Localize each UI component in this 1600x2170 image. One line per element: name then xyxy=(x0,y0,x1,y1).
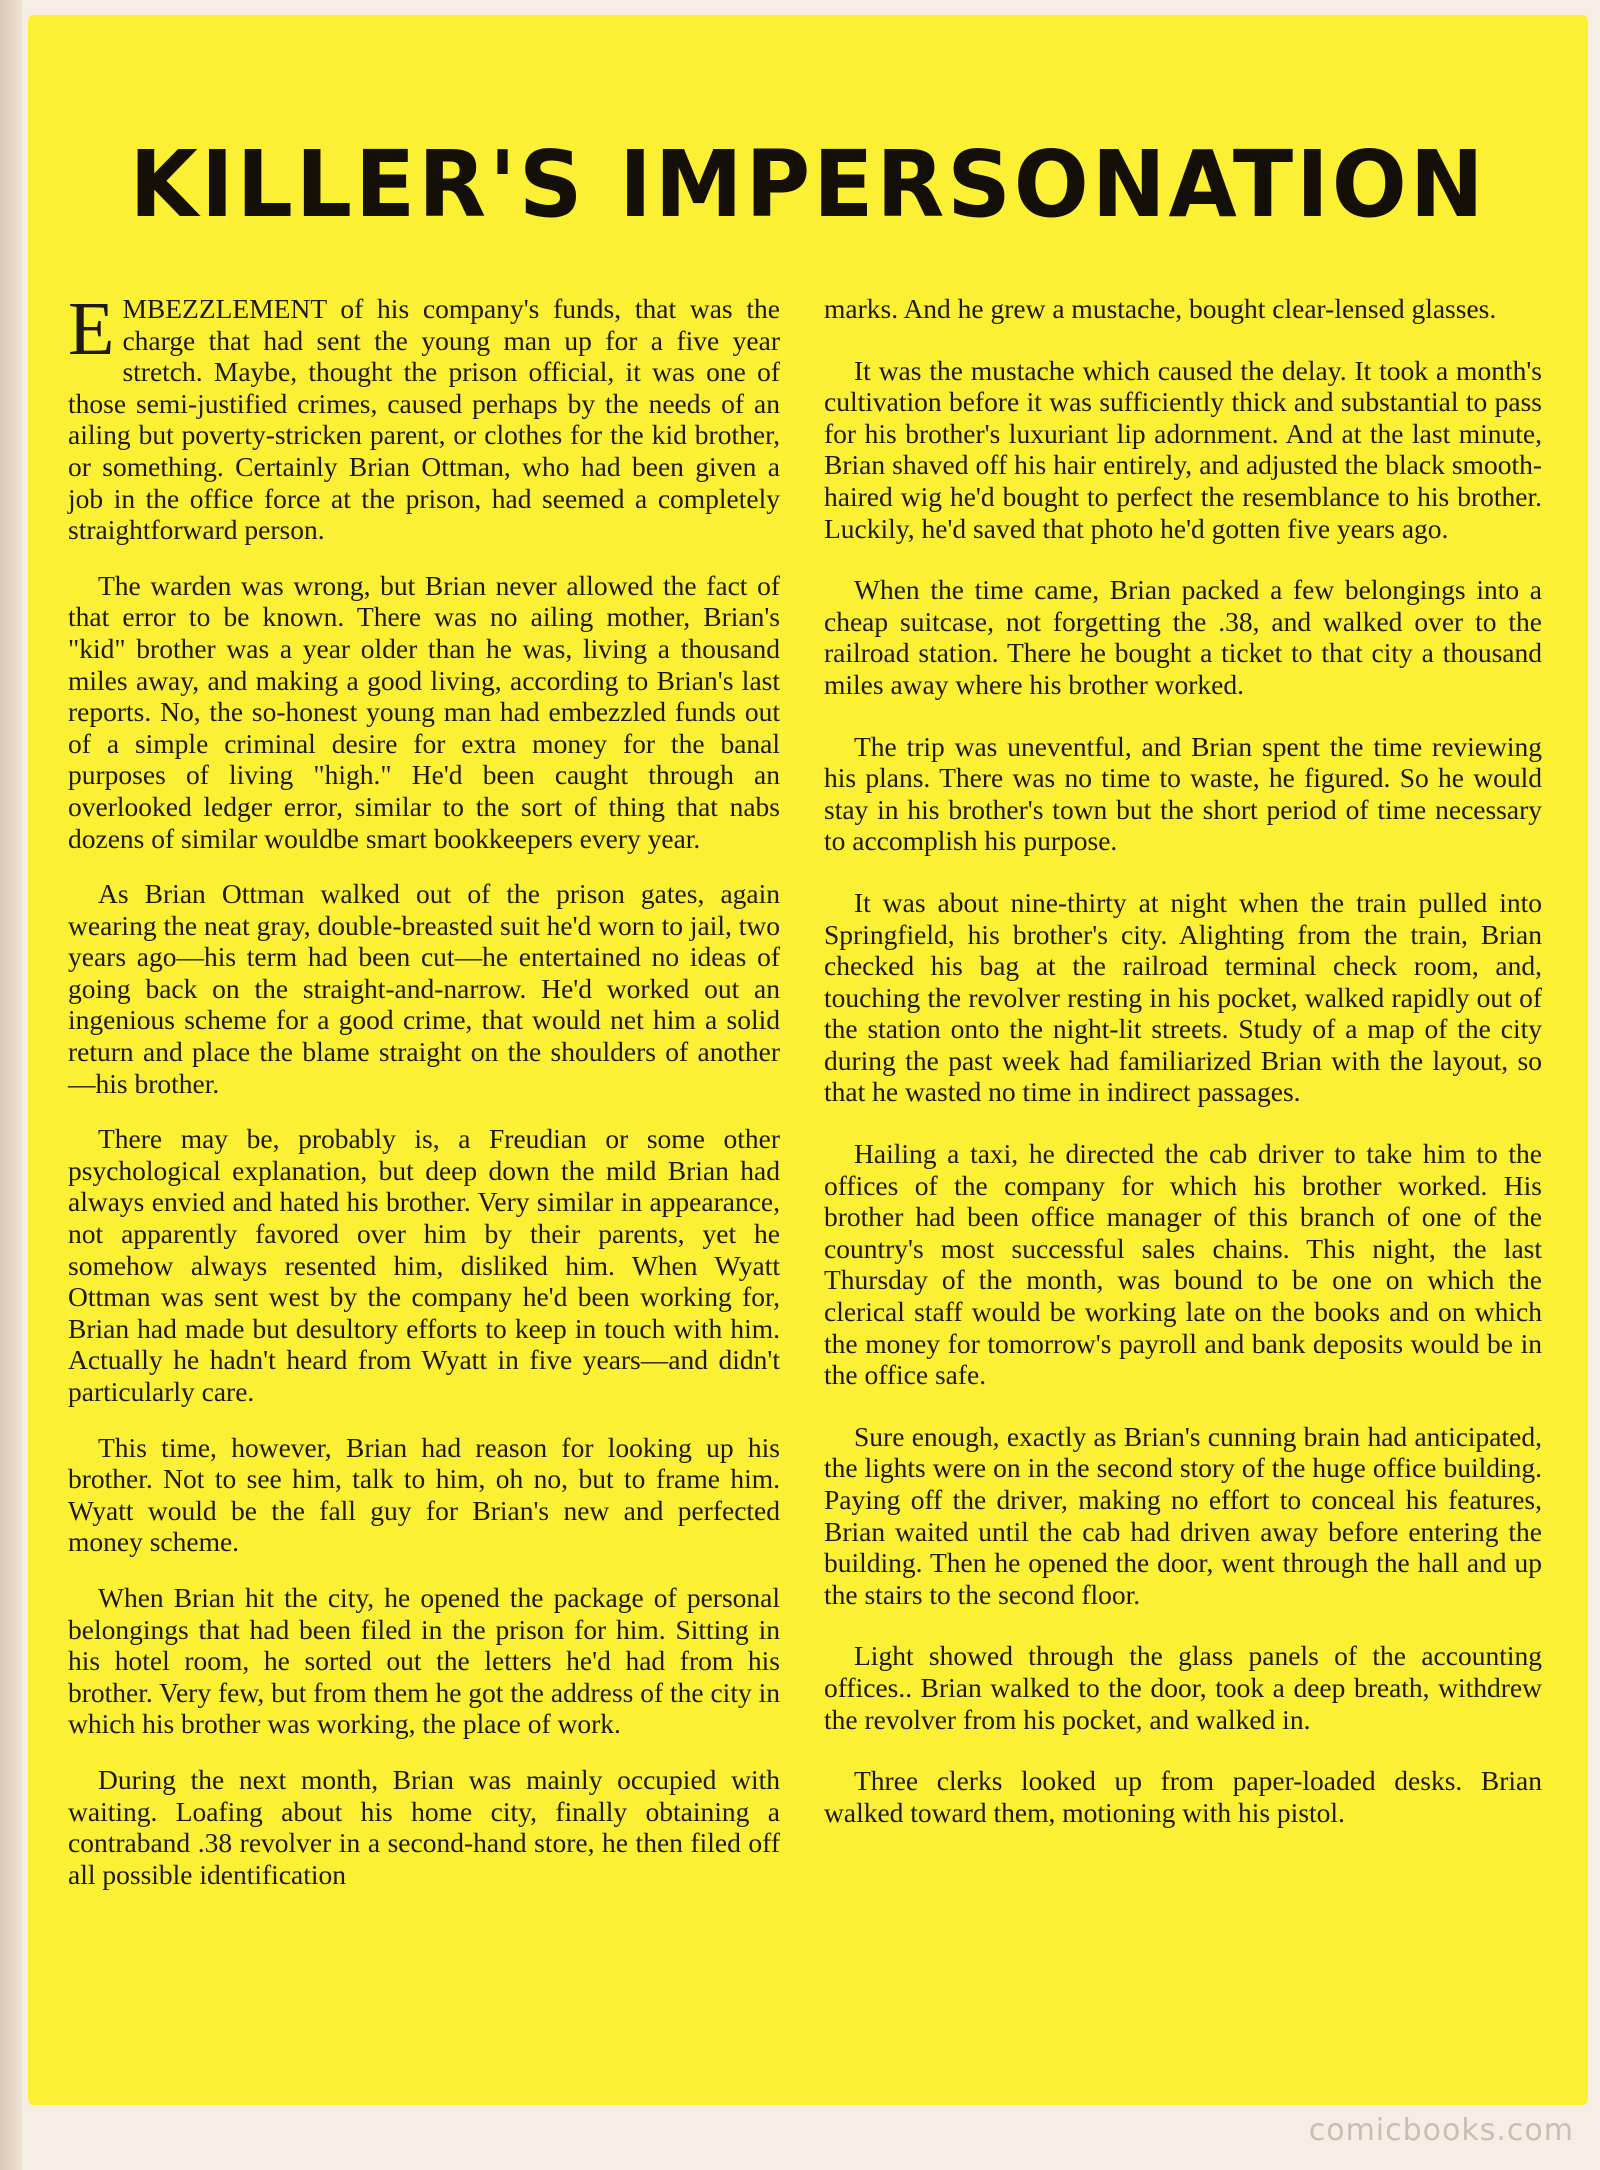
drop-cap: E xyxy=(68,287,115,371)
paragraph: The warden was wrong, but Brian never allowed the fact of that error to be known. There was no ailing mother, Brian's "kid" brother was a year older than he was, living a thousand miles away, and making a good living, according to Brian's last reports. No, the so-honest young man had embezzled funds out of a simple criminal desire for extra money for the banal purposes of living "high." He'd been caught through an overlooked ledger error, similar to the sort of thing that nabs dozens of similar wouldbe smart bookkeepers every year. xyxy=(68,569,780,854)
paragraph: marks. And he grew a mustache, bought clear-lensed glasses. xyxy=(824,293,1497,324)
right-column xyxy=(824,293,1542,1858)
paragraph: It was about nine-thirty at night when the train pulled into Springfield, his brother's city. Alighting from the train, Brian checked his bag at the railroad terminal check room, and, touching the revolver resting in his pocket, walked rapidly out of the station onto the night-lit streets. Study of a map of the city during the past week had familiarized Brian with the layout, so that he wasted no time in indirect passages. xyxy=(824,886,1542,1108)
site-watermark: comicbooks.com xyxy=(1308,2113,1574,2148)
paragraph: Sure enough, exactly as Brian's cunning brain had anticipated, the lights were on in the second story of the huge office building. Paying off the driver, making no effort to conceal his features, Brian waited until the cab had driven away before entering the building. Then he opened the door, went through the hall and up the stairs to the second floor. xyxy=(824,1420,1542,1610)
paragraph: During the next month, Brian was mainly occupied with waiting. Loafing about his home city, finally obtaining a contraband .38 revolver in a second-hand store, he then filed off all possible identification xyxy=(68,1763,780,1890)
page-edge xyxy=(0,0,22,2170)
paragraph: It was the mustache which caused the delay. It took a month's cultivation before it was sufficiently thick and substantial to pass for his brother's luxuriant lip adornment. And at the last minute, Brian shaved off his hair entirely, and adjusted the black smooth-haired wig he'd bought to perfect the resemblance to his brother. Luckily, he'd saved that photo he'd gotten five years ago. xyxy=(824,354,1542,544)
story-panel xyxy=(28,15,1588,2105)
left-column xyxy=(68,287,780,1914)
paragraph: When Brian hit the city, he opened the package of personal belongings that had been filed in the prison for him. Sitting in his hotel room, he sorted out the letters he'd had from his brother. Very few, but from them he got the address of the city in which his brother was working, the place of work. xyxy=(68,1581,780,1740)
paragraph: This time, however, Brian had reason for looking up his brother. Not to see him, talk to him, oh no, but to frame him. Wyatt would be the fall guy for Brian's new and perfected money scheme. xyxy=(68,1431,780,1558)
paragraph xyxy=(68,287,780,546)
paragraph: Light showed through the glass panels of the accounting offices.. Brian walked to the door, took a deep breath, withdrew the revolver from his pocket, and walked in. xyxy=(824,1640,1542,1735)
paragraph: Three clerks looked up from paper-loaded desks. Brian walked toward them, motioning with his pistol. xyxy=(824,1765,1542,1828)
paragraph-text: MBEZZLEMENT of his company's funds, that was the charge that had sent the young man up for a five year stretch. Maybe, thought the prison official, it was one of those semi-justified crimes, caused perhaps by the needs of an ailing but poverty-stricken parent, or clothes for the kid brother, or something. Certainly Brian Ottman, who had been given a job in the office force at the prison, had seemed a completely straightforward person. xyxy=(68,293,780,546)
paragraph: When the time came, Brian packed a few belongings into a cheap suitcase, not forgetting the .38, and walked over to the railroad station. There he bought a ticket to that city a thousand miles away where his brother worked. xyxy=(824,574,1542,700)
paragraph: The trip was uneventful, and Brian spent the time reviewing his plans. There was no time to waste, he figured. So he would stay in his brother's town but the short period of time necessary to accomplish his purpose. xyxy=(824,730,1542,857)
paragraph: Hailing a taxi, he directed the cab driver to take him to the offices of the company for which his brother worked. His brother had been office manager of this branch of one of the country's most successful sales chains. This night, the last Thursday of the month, was bound to be one on which the clerical staff would be working late on the books and on which the money for tomorrow's payroll and bank deposits would be in the office safe. xyxy=(824,1138,1542,1391)
story-title: KILLER'S IMPERSONATION xyxy=(129,130,1487,238)
paragraph: As Brian Ottman walked out of the prison gates, again wearing the neat gray, double-breasted suit he'd worn to jail, two years ago—his term had been cut—he entertained no ideas of going back on the straight-and-narrow. He'd worked out an ingenious scheme for a good crime, that would net him a solid return and place the blame straight on the shoulders of another—his brother. xyxy=(68,878,780,1099)
paragraph: There may be, probably is, a Freudian or some other psychological explanation, but deep down the mild Brian had always envied and hated his brother. Very similar in appearance, not apparently favored over him by their parents, yet he somehow always resented him, disliked him. When Wyatt Ottman was sent west by the company he'd been working for, Brian had made but desultory efforts to keep in touch with him. Actually he hadn't heard from Wyatt in five years—and didn't particularly care. xyxy=(68,1123,780,1407)
